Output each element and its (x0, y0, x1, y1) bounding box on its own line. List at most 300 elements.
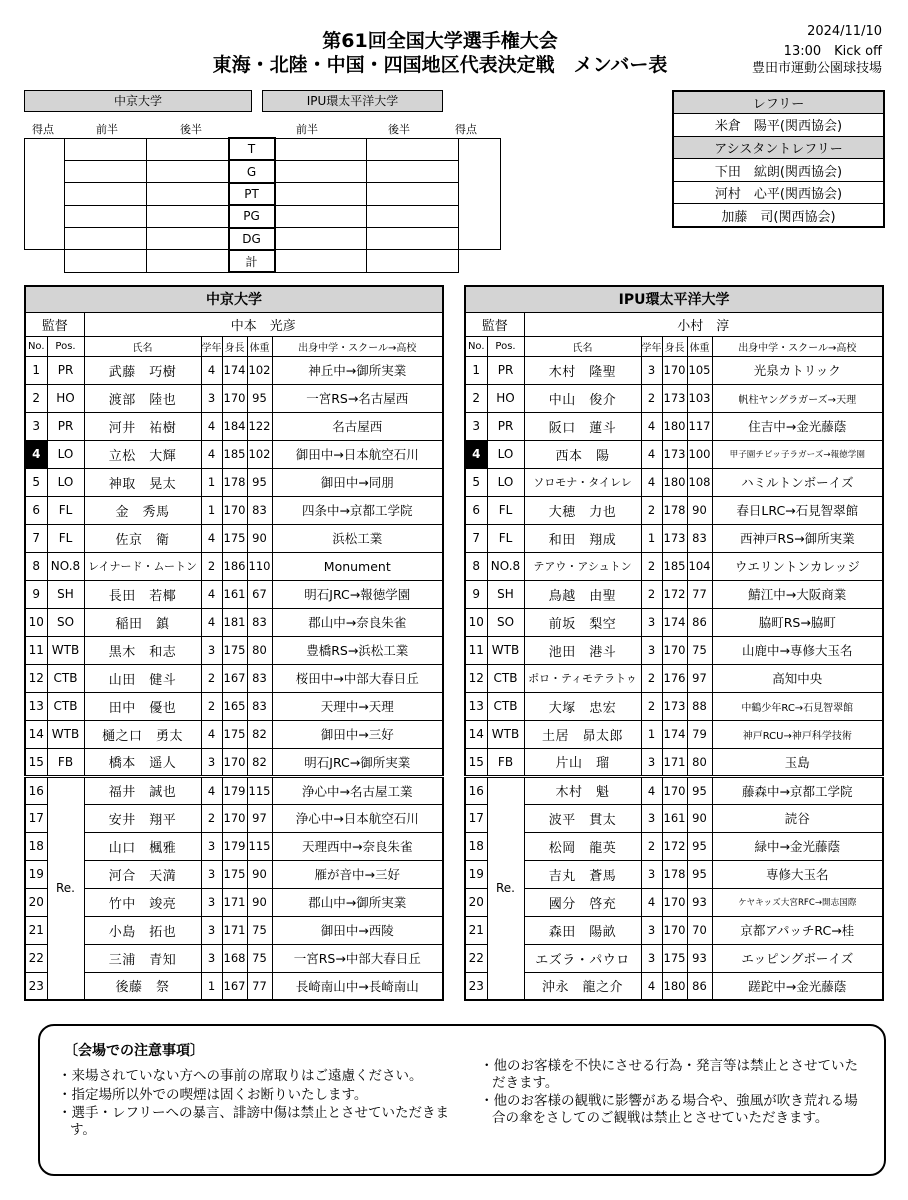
player-weight: 88 (687, 692, 712, 720)
player-height: 170 (222, 804, 247, 832)
player-number: 1 (465, 356, 487, 384)
player-name: 鳥越 由聖 (524, 580, 641, 608)
player-height: 170 (222, 496, 247, 524)
player-number: 20 (25, 888, 47, 916)
player-weight: 108 (687, 468, 712, 496)
player-row (25, 972, 443, 1000)
player-position: PR (487, 356, 524, 384)
note-item: ・指定場所以外での喫煙は固くお断りいたします。 (58, 1086, 368, 1103)
col-header-no: No. (465, 336, 487, 356)
player-year: 4 (201, 720, 222, 748)
player-weight: 102 (247, 356, 272, 384)
player-name: 沖永 龍之介 (524, 972, 641, 1000)
player-row (465, 356, 883, 384)
player-year: 3 (201, 916, 222, 944)
player-name: 松岡 龍英 (524, 832, 641, 860)
player-height: 173 (662, 524, 687, 552)
venue-notes-box (38, 1024, 886, 1176)
match-date: 2024/11/10 (807, 24, 882, 39)
player-height: 170 (662, 888, 687, 916)
player-name: 長田 若椰 (84, 580, 201, 608)
player-row (25, 524, 443, 552)
player-weight: 105 (687, 356, 712, 384)
player-year: 3 (201, 636, 222, 664)
player-height: 173 (662, 440, 687, 468)
player-school: 一宮RS→中部大春日丘 (272, 944, 443, 972)
player-height: 170 (662, 916, 687, 944)
player-name: 渡部 陸也 (84, 384, 201, 412)
player-school: 緑中→金光藤蔭 (712, 832, 883, 860)
player-number: 18 (465, 832, 487, 860)
player-school: 光泉カトリック (712, 356, 883, 384)
player-school: 蹉跎中→金光藤蔭 (712, 972, 883, 1000)
player-name: 國分 啓充 (524, 888, 641, 916)
player-weight: 80 (687, 748, 712, 776)
player-year: 3 (641, 860, 662, 888)
assistant-referee-label: アシスタントレフリー (673, 136, 884, 159)
player-row (25, 412, 443, 440)
assistant-referee-name: 河村 心平(関西協会) (673, 181, 884, 204)
player-row (25, 832, 443, 860)
player-row (465, 524, 883, 552)
player-name: 樋之口 勇太 (84, 720, 201, 748)
player-weight: 82 (247, 720, 272, 748)
player-weight: 77 (687, 580, 712, 608)
col-header-height: 身長 (662, 336, 687, 356)
player-name: 安井 翔平 (84, 804, 201, 832)
player-name: 片山 瑠 (524, 748, 641, 776)
player-number: 2 (25, 384, 47, 412)
player-name: 佐京 衛 (84, 524, 201, 552)
player-height: 179 (222, 832, 247, 860)
coach-label: 監督 (465, 312, 524, 336)
player-height: 176 (662, 664, 687, 692)
player-position: WTB (47, 720, 84, 748)
player-name: 山口 楓雅 (84, 832, 201, 860)
player-row (465, 692, 883, 720)
player-year: 4 (641, 888, 662, 916)
player-weight: 117 (687, 412, 712, 440)
player-school: 専修大玉名 (712, 860, 883, 888)
player-position: SH (47, 580, 84, 608)
player-number: 2 (465, 384, 487, 412)
assistant-referee-name: 加藤 司(関西協会) (673, 204, 884, 227)
player-weight: 75 (247, 944, 272, 972)
player-school: 浄心中→日本航空石川 (272, 804, 443, 832)
player-school: 名古屋西 (272, 412, 443, 440)
player-school: 中鶴少年RC→石見智翠館 (712, 692, 883, 720)
player-weight: 103 (687, 384, 712, 412)
notes-left-list (58, 1068, 463, 1140)
player-row (465, 860, 883, 888)
player-weight: 95 (247, 468, 272, 496)
player-weight: 95 (247, 384, 272, 412)
player-year: 3 (641, 608, 662, 636)
player-number: 16 (25, 776, 47, 804)
player-weight: 122 (247, 412, 272, 440)
player-school: 高知中央 (712, 664, 883, 692)
player-weight: 102 (247, 440, 272, 468)
player-weight: 95 (687, 776, 712, 804)
player-school: 鯖江中→大阪商業 (712, 580, 883, 608)
player-position: SH (487, 580, 524, 608)
player-row (25, 860, 443, 888)
player-year: 3 (641, 356, 662, 384)
page-subtitle: 東海・北陸・中国・四国地区代表決定戦 メンバー表 (212, 54, 668, 76)
coach-row (465, 312, 883, 336)
player-height: 186 (222, 552, 247, 580)
coach-label: 監督 (25, 312, 84, 336)
roster-table-chukyo (24, 285, 444, 1001)
player-height: 180 (662, 412, 687, 440)
player-number: 20 (465, 888, 487, 916)
player-height: 180 (662, 972, 687, 1000)
score-row-label: PT (229, 183, 275, 205)
player-row (465, 664, 883, 692)
player-school: 御田中→同朋 (272, 468, 443, 496)
player-year: 1 (201, 972, 222, 1000)
player-number: 13 (465, 692, 487, 720)
col-header-no: No. (25, 336, 47, 356)
player-name: 中山 俊介 (524, 384, 641, 412)
player-row (465, 804, 883, 832)
player-row (465, 944, 883, 972)
player-height: 171 (662, 748, 687, 776)
player-row (465, 580, 883, 608)
player-weight: 97 (247, 804, 272, 832)
player-number: 19 (25, 860, 47, 888)
player-position: HO (487, 384, 524, 412)
player-school: 御田中→西陵 (272, 916, 443, 944)
player-year: 3 (201, 748, 222, 776)
col-header-year: 学年 (201, 336, 222, 356)
referee-label: レフリー (673, 91, 884, 114)
player-name: 河井 祐樹 (84, 412, 201, 440)
player-weight: 90 (247, 524, 272, 552)
player-year: 4 (641, 972, 662, 1000)
player-school: 雁が音中→三好 (272, 860, 443, 888)
player-name: 金 秀馬 (84, 496, 201, 524)
player-school: 脇町RS→脇町 (712, 608, 883, 636)
player-height: 175 (222, 524, 247, 552)
col-header-school: 出身中学・スクール→高校 (272, 336, 443, 356)
player-number: 9 (25, 580, 47, 608)
player-weight: 83 (247, 692, 272, 720)
player-name: 小島 拓也 (84, 916, 201, 944)
player-weight: 86 (687, 608, 712, 636)
player-number: 9 (465, 580, 487, 608)
player-height: 171 (222, 916, 247, 944)
player-height: 185 (662, 552, 687, 580)
player-height: 170 (222, 384, 247, 412)
player-name: ソロモナ・タイレレ (524, 468, 641, 496)
player-year: 1 (641, 524, 662, 552)
score-total-right (459, 138, 501, 250)
first-half-label-right: 前半 (296, 123, 318, 136)
player-year: 2 (201, 804, 222, 832)
player-name: 竹中 竣亮 (84, 888, 201, 916)
player-number: 11 (465, 636, 487, 664)
player-number: 4 (25, 440, 47, 468)
player-position: PR (47, 356, 84, 384)
player-number: 10 (465, 608, 487, 636)
player-name: 立松 大輝 (84, 440, 201, 468)
player-year: 3 (201, 832, 222, 860)
player-school: 京都アパッチRC→桂 (712, 916, 883, 944)
coach-name: 中本 光彦 (84, 312, 443, 336)
player-year: 2 (641, 552, 662, 580)
player-row (25, 804, 443, 832)
player-school: 天理西中→奈良朱雀 (272, 832, 443, 860)
player-number: 1 (25, 356, 47, 384)
player-year: 1 (201, 496, 222, 524)
note-item: ・他のお客様を不快にさせる行為・発言等は禁止とさせていただきます。 (480, 1058, 858, 1091)
kickoff-time: 13:00 Kick off (783, 44, 882, 59)
player-school: 山鹿中→専修大玉名 (712, 636, 883, 664)
player-number: 6 (25, 496, 47, 524)
player-school: エッピングボーイズ (712, 944, 883, 972)
player-school: 御田中→日本航空石川 (272, 440, 443, 468)
player-name: エズラ・パウロ (524, 944, 641, 972)
player-name: 前坂 梨空 (524, 608, 641, 636)
player-weight: 83 (247, 608, 272, 636)
player-height: 161 (222, 580, 247, 608)
score-row-label: 計 (229, 250, 275, 272)
player-height: 180 (662, 468, 687, 496)
player-position: FL (47, 496, 84, 524)
player-height: 161 (662, 804, 687, 832)
player-height: 168 (222, 944, 247, 972)
player-position: WTB (47, 636, 84, 664)
player-school: 西神戸RS→御所実業 (712, 524, 883, 552)
player-height: 175 (662, 944, 687, 972)
venue: 豊田市運動公園球技場 (751, 61, 882, 76)
player-position: FL (487, 496, 524, 524)
scoreboard-team-right: IPU環太平洋大学 (262, 90, 443, 112)
player-number: 8 (25, 552, 47, 580)
score-row-label: G (229, 160, 275, 182)
player-school: ハミルトンボーイズ (712, 468, 883, 496)
player-height: 170 (662, 636, 687, 664)
player-row (25, 440, 443, 468)
player-school: 神戸RCU→神戸科学技術 (712, 720, 883, 748)
player-year: 2 (641, 832, 662, 860)
roster-table-ipu (464, 285, 884, 1001)
col-header-weight: 体重 (687, 336, 712, 356)
note-item: ・選手・レフリーへの暴言、誹謗中傷は禁止とさせていただきます。 (58, 1105, 449, 1138)
player-height: 170 (662, 776, 687, 804)
player-school: 浜松工業 (272, 524, 443, 552)
player-year: 2 (201, 692, 222, 720)
player-number: 15 (465, 748, 487, 776)
coach-name: 小村 淳 (524, 312, 883, 336)
player-number: 10 (25, 608, 47, 636)
player-year: 4 (641, 440, 662, 468)
player-number: 22 (25, 944, 47, 972)
player-position: NO.8 (47, 552, 84, 580)
player-number: 6 (465, 496, 487, 524)
player-row (25, 384, 443, 412)
player-row (465, 384, 883, 412)
player-height: 167 (222, 664, 247, 692)
player-school: ウエリントンカレッジ (712, 552, 883, 580)
referee-table (672, 90, 885, 228)
player-school: 長崎南山中→長崎南山 (272, 972, 443, 1000)
player-name: 稲田 鎮 (84, 608, 201, 636)
player-year: 4 (201, 776, 222, 804)
player-name: 大塚 忠宏 (524, 692, 641, 720)
player-year: 4 (201, 356, 222, 384)
player-row (25, 580, 443, 608)
player-number: 23 (25, 972, 47, 1000)
player-row (465, 552, 883, 580)
reserves-label: Re. (487, 776, 524, 1000)
player-number: 5 (465, 468, 487, 496)
player-row (25, 720, 443, 748)
player-name: 森田 陽畝 (524, 916, 641, 944)
player-height: 174 (222, 356, 247, 384)
player-year: 3 (641, 944, 662, 972)
player-height: 184 (222, 412, 247, 440)
player-year: 3 (641, 804, 662, 832)
player-weight: 110 (247, 552, 272, 580)
player-row (465, 636, 883, 664)
player-number: 15 (25, 748, 47, 776)
roster-header-row (25, 336, 443, 356)
player-position: CTB (47, 664, 84, 692)
note-item: ・他のお客様の観戦に影響がある場合や、強風が吹き荒れる場合の傘をさしてのご観戦は禁止とさせていただきます。 (480, 1093, 858, 1126)
player-year: 4 (201, 440, 222, 468)
player-name: テアウ・アシュトン (524, 552, 641, 580)
player-year: 4 (201, 608, 222, 636)
player-weight: 86 (687, 972, 712, 1000)
player-school: 住吉中→金光藤蔭 (712, 412, 883, 440)
player-name: ポロ・ティモテラトゥ (524, 664, 641, 692)
player-position: CTB (487, 664, 524, 692)
player-height: 174 (662, 720, 687, 748)
player-position: LO (487, 468, 524, 496)
player-name: 土居 昴太郎 (524, 720, 641, 748)
player-name: 武藤 巧樹 (84, 356, 201, 384)
player-year: 3 (201, 944, 222, 972)
player-number: 5 (25, 468, 47, 496)
second-half-label-right: 後半 (388, 123, 410, 136)
player-number: 3 (465, 412, 487, 440)
col-header-school: 出身中学・スクール→高校 (712, 336, 883, 356)
player-weight: 83 (247, 496, 272, 524)
roster-team-name: 中京大学 (25, 286, 443, 312)
player-height: 185 (222, 440, 247, 468)
player-row (465, 720, 883, 748)
player-weight: 90 (247, 888, 272, 916)
player-year: 2 (201, 552, 222, 580)
player-number: 14 (25, 720, 47, 748)
player-position: FL (487, 524, 524, 552)
col-header-pos: Pos. (47, 336, 84, 356)
player-row (25, 636, 443, 664)
player-position: WTB (487, 636, 524, 664)
player-weight: 75 (247, 916, 272, 944)
player-row (25, 776, 443, 804)
player-row (465, 972, 883, 1000)
notes-right-list (480, 1058, 870, 1128)
player-school: Monument (272, 552, 443, 580)
player-school: 帆柱ヤングラガーズ→天理 (712, 384, 883, 412)
player-year: 3 (641, 636, 662, 664)
player-weight: 100 (687, 440, 712, 468)
player-row (465, 608, 883, 636)
player-name: 後藤 祭 (84, 972, 201, 1000)
player-row (465, 468, 883, 496)
player-number: 14 (465, 720, 487, 748)
player-school: 郡山中→御所実業 (272, 888, 443, 916)
player-year: 3 (201, 860, 222, 888)
player-number: 23 (465, 972, 487, 1000)
player-name: 山田 健斗 (84, 664, 201, 692)
player-row (25, 748, 443, 776)
player-number: 18 (25, 832, 47, 860)
player-name: 波平 貫太 (524, 804, 641, 832)
player-weight: 90 (687, 804, 712, 832)
player-weight: 90 (247, 860, 272, 888)
player-position: NO.8 (487, 552, 524, 580)
player-row (25, 888, 443, 916)
player-row (25, 944, 443, 972)
player-weight: 93 (687, 888, 712, 916)
player-position: HO (47, 384, 84, 412)
player-number: 12 (25, 664, 47, 692)
player-row (465, 496, 883, 524)
player-position: SO (47, 608, 84, 636)
player-school: 明石JRC→御所実業 (272, 748, 443, 776)
player-year: 3 (641, 916, 662, 944)
player-weight: 95 (687, 860, 712, 888)
player-year: 2 (641, 496, 662, 524)
player-school: 豊橋RS→浜松工業 (272, 636, 443, 664)
player-school: 四条中→京都工学院 (272, 496, 443, 524)
roster-header-row (465, 336, 883, 356)
player-name: 和田 翔成 (524, 524, 641, 552)
player-weight: 115 (247, 832, 272, 860)
notes-title: 〔会場での注意事項〕 (64, 1043, 204, 1059)
col-header-height: 身長 (222, 336, 247, 356)
player-height: 170 (662, 356, 687, 384)
player-weight: 83 (247, 664, 272, 692)
player-year: 4 (201, 580, 222, 608)
player-row (25, 468, 443, 496)
first-half-label-left: 前半 (96, 123, 118, 136)
col-header-name: 氏名 (524, 336, 641, 356)
player-year: 3 (201, 888, 222, 916)
player-year: 2 (641, 664, 662, 692)
player-school: 御田中→三好 (272, 720, 443, 748)
player-weight: 70 (687, 916, 712, 944)
player-height: 178 (662, 496, 687, 524)
player-row (465, 412, 883, 440)
reserves-label: Re. (47, 776, 84, 1000)
player-year: 1 (641, 720, 662, 748)
player-weight: 67 (247, 580, 272, 608)
player-number: 22 (465, 944, 487, 972)
player-position: FB (487, 748, 524, 776)
player-school: 神丘中→御所実業 (272, 356, 443, 384)
player-height: 173 (662, 384, 687, 412)
player-school: 玉島 (712, 748, 883, 776)
player-weight: 104 (687, 552, 712, 580)
player-height: 172 (662, 580, 687, 608)
player-number: 12 (465, 664, 487, 692)
player-height: 175 (222, 720, 247, 748)
